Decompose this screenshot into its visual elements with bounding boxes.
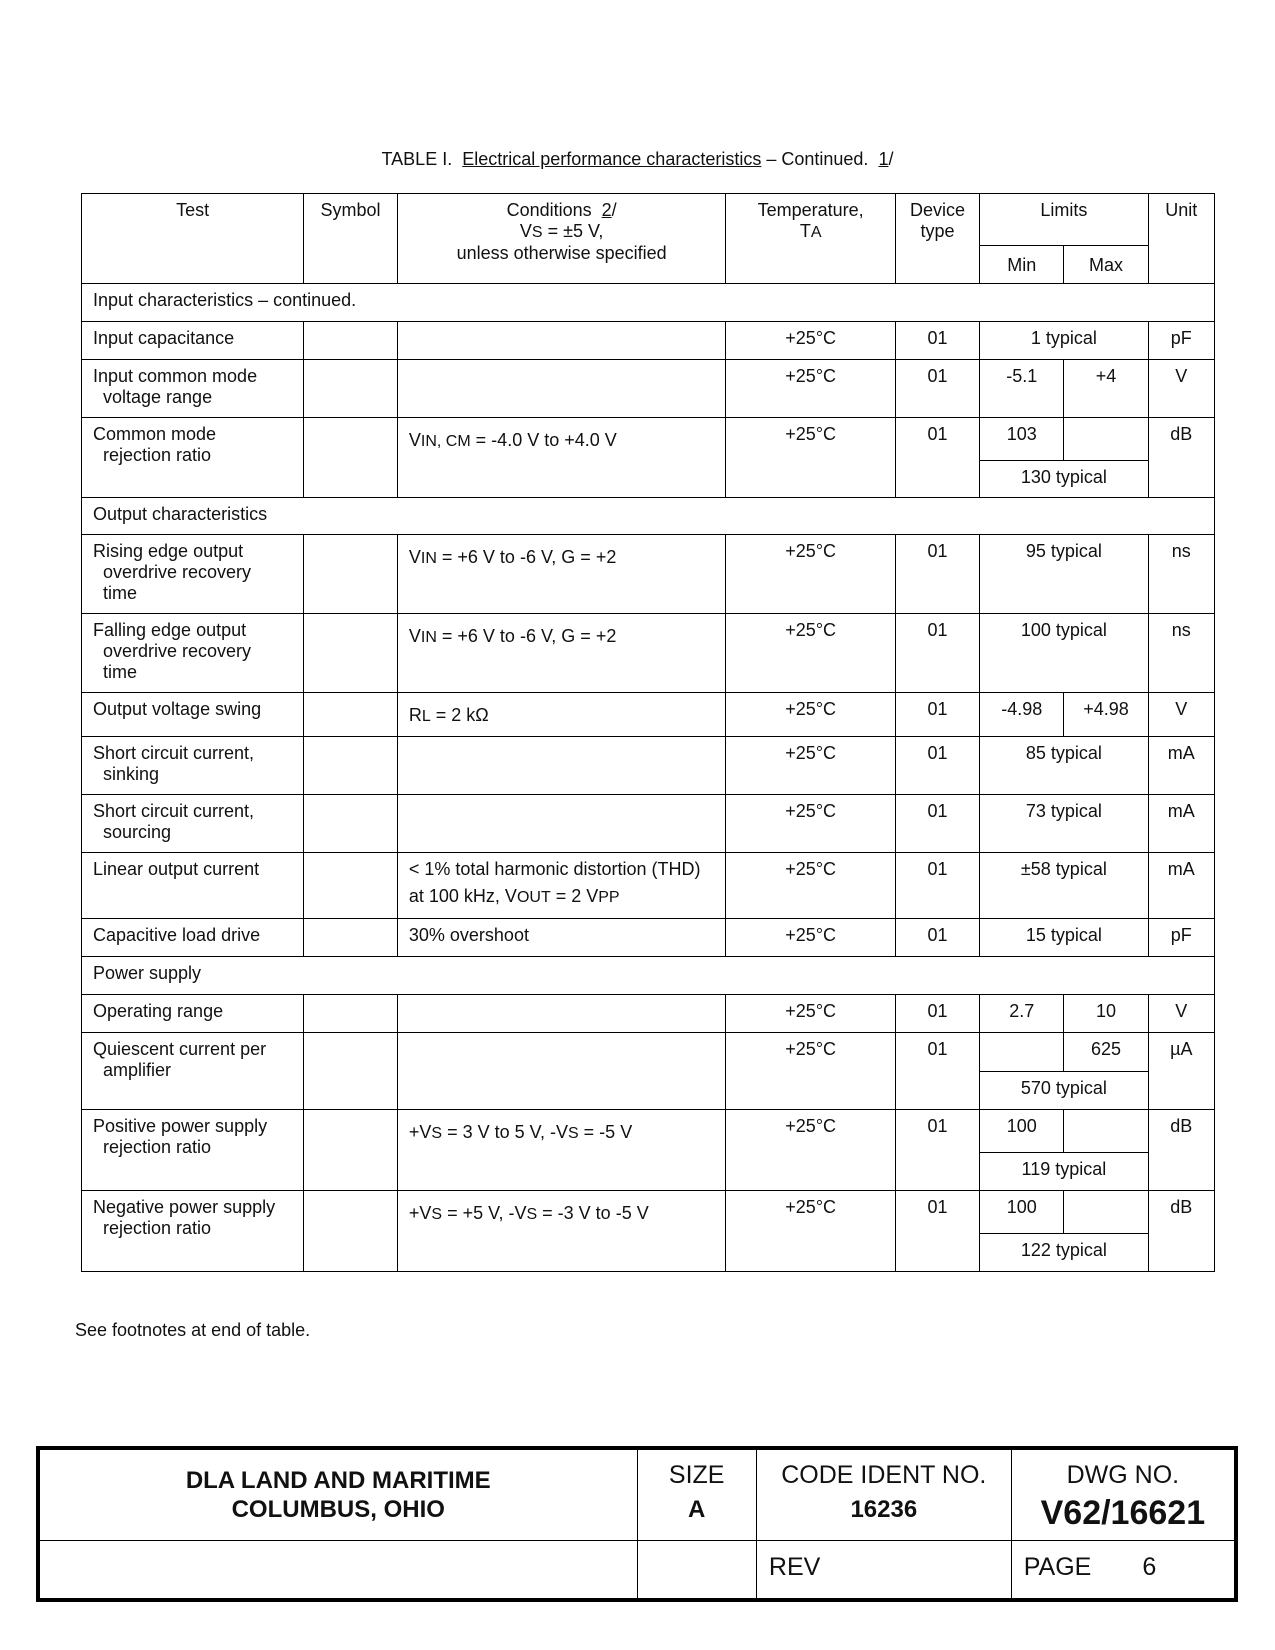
device-type-cell: 01 (895, 614, 979, 693)
min-cell: -5.1 (980, 360, 1064, 418)
device-type-cell: 01 (895, 737, 979, 795)
test-name: Operating range (82, 995, 304, 1033)
typical-cell: 130 typical (980, 461, 1148, 498)
table-row (82, 418, 1215, 461)
min-cell: 103 (980, 418, 1064, 461)
device-type-cell: 01 (895, 795, 979, 853)
max-cell (1064, 1191, 1148, 1234)
unit-cell: mA (1148, 737, 1214, 795)
test-name: Input capacitance (82, 322, 304, 360)
cond-mid: = 2 V (550, 886, 599, 906)
table-title-suffix: – Continued. (766, 149, 869, 169)
unit-cell: V (1148, 995, 1214, 1033)
cond-a: +V (408, 1203, 432, 1223)
device-type-cell: 01 (895, 535, 979, 614)
cond-v: V (408, 547, 421, 567)
org-line2: COLUMBUS, OHIO (231, 1496, 445, 1523)
max-cell: +4.98 (1064, 693, 1148, 737)
cond-rest: = +6 V to -6 V, G = +2 (436, 626, 617, 646)
dwg-no-cell (1011, 1448, 1236, 1540)
cond-v: V (408, 626, 421, 646)
size-label: SIZE (668, 1461, 725, 1489)
conditions-cell (397, 360, 726, 418)
cond-sub: IN (420, 550, 437, 567)
test-name-line1: Common mode (93, 424, 217, 444)
test-name-line3: time (103, 583, 138, 603)
section-power: Power supply (82, 957, 1215, 995)
cond-rest: = +6 V to -6 V, G = +2 (436, 547, 617, 567)
max-cell (1064, 1110, 1148, 1153)
test-name-line2: rejection ratio (103, 445, 212, 465)
symbol-cell (304, 693, 398, 737)
header-vs-rest: = ±5 V, (542, 221, 604, 241)
typical-cell: 570 typical (980, 1072, 1148, 1110)
header-symbol: Symbol (304, 194, 398, 284)
device-type-cell: 01 (895, 919, 979, 957)
test-name (82, 535, 304, 614)
cond-a-sub: S (431, 1125, 443, 1142)
cond-b: = +5 V, -V (442, 1203, 527, 1223)
header-conditions-label: Conditions (506, 200, 592, 220)
empty-cell (38, 1540, 637, 1600)
header-conditions-slash: / (611, 200, 617, 220)
limit-cell: 73 typical (980, 795, 1148, 853)
test-name-line2: sourcing (103, 822, 172, 842)
header-device-line1: Device (910, 200, 966, 220)
table-row (82, 1191, 1215, 1234)
table-title-main: Electrical performance characteristics (462, 149, 762, 169)
test-name-line1: Positive power supply (93, 1116, 268, 1136)
header-ta-sub: A (810, 224, 822, 241)
test-name-line2: sinking (103, 764, 160, 784)
unit-cell: pF (1148, 919, 1214, 957)
cond-b-sub: S (568, 1125, 579, 1142)
device-type-cell: 01 (895, 995, 979, 1033)
test-name (82, 795, 304, 853)
symbol-cell (304, 535, 398, 614)
limit-cell: 1 typical (980, 322, 1148, 360)
conditions-cell (397, 418, 726, 498)
limit-cell: 85 typical (980, 737, 1148, 795)
test-name (82, 1110, 304, 1191)
min-cell (980, 1033, 1064, 1072)
test-name-line1: Short circuit current, (93, 743, 255, 763)
header-temperature (726, 194, 896, 284)
header-unit: Unit (1148, 194, 1214, 284)
header-row (82, 194, 1215, 246)
conditions-cell (397, 737, 726, 795)
min-cell: -4.98 (980, 693, 1064, 737)
unit-cell: pF (1148, 322, 1214, 360)
symbol-cell (304, 919, 398, 957)
table-title (0, 149, 1275, 170)
conditions-cell (397, 853, 726, 919)
symbol-cell (304, 614, 398, 693)
header-conditions-line3: unless otherwise specified (456, 243, 667, 263)
device-type-cell: 01 (895, 1110, 979, 1191)
unit-cell: µA (1148, 1033, 1214, 1110)
cond-r: R (408, 705, 422, 725)
code-ident-cell (756, 1448, 1011, 1540)
test-name-line1: Falling edge output (93, 620, 247, 640)
test-name-line3: time (103, 662, 138, 682)
min-cell: 100 (980, 1110, 1064, 1153)
org-line1: DLA LAND AND MARITIME (185, 1467, 491, 1494)
page-label: PAGE (1023, 1552, 1092, 1581)
header-vs-v: V (519, 221, 532, 241)
cond-a: +V (408, 1122, 432, 1142)
symbol-cell (304, 360, 398, 418)
title-block (36, 1446, 1238, 1602)
conditions-cell (397, 1033, 726, 1110)
dwg-no-value: V62/16621 (1040, 1494, 1206, 1532)
symbol-cell (304, 1110, 398, 1191)
test-name-line2: rejection ratio (103, 1218, 212, 1238)
temperature-cell: +25°C (726, 418, 896, 498)
symbol-cell (304, 737, 398, 795)
unit-cell: dB (1148, 1110, 1214, 1191)
limit-cell: 100 typical (980, 614, 1148, 693)
header-limits: Limits (980, 194, 1148, 246)
table-row (82, 919, 1215, 957)
conditions-cell (397, 995, 726, 1033)
min-cell: 2.7 (980, 995, 1064, 1033)
header-test: Test (82, 194, 304, 284)
temperature-cell: +25°C (726, 535, 896, 614)
title-block-row-2 (38, 1540, 1236, 1600)
device-type-cell: 01 (895, 418, 979, 498)
cond-v: V (408, 430, 421, 450)
device-type-cell: 01 (895, 322, 979, 360)
test-name (82, 360, 304, 418)
test-name-line1: Negative power supply (93, 1197, 276, 1217)
test-name: Capacitive load drive (82, 919, 304, 957)
cond-sub: OUT (516, 889, 551, 906)
limit-cell: ±58 typical (980, 853, 1148, 919)
table-title-footnote-ref: 1 (878, 149, 889, 169)
test-name: Linear output current (82, 853, 304, 919)
cond-rest: = 2 kΩ (430, 705, 489, 725)
device-type-cell: 01 (895, 693, 979, 737)
section-row-output (82, 498, 1215, 535)
cond-sub: IN (420, 629, 437, 646)
test-name-line2: rejection ratio (103, 1137, 212, 1157)
temperature-cell: +25°C (726, 1191, 896, 1272)
test-name-line2: voltage range (103, 387, 213, 407)
table-row (82, 737, 1215, 795)
unit-cell: ns (1148, 614, 1214, 693)
min-cell: 100 (980, 1191, 1064, 1234)
cond-c: = -3 V to -5 V (537, 1203, 649, 1223)
temperature-cell: +25°C (726, 853, 896, 919)
empty-cell (637, 1540, 756, 1600)
temperature-cell: +25°C (726, 360, 896, 418)
unit-cell: mA (1148, 853, 1214, 919)
test-name-line2: amplifier (103, 1060, 172, 1080)
table-row (82, 1110, 1215, 1153)
header-max: Max (1064, 246, 1148, 284)
symbol-cell (304, 1033, 398, 1110)
footnote-text: See footnotes at end of table. (75, 1320, 311, 1340)
org-name (38, 1448, 637, 1540)
section-input-continued: Input characteristics – continued. (82, 284, 1215, 322)
section-output: Output characteristics (82, 498, 1215, 535)
cond-b: = 3 V to 5 V, -V (442, 1122, 568, 1142)
header-temperature-label: Temperature, (757, 200, 864, 220)
test-name-line1: Short circuit current, (93, 801, 255, 821)
conditions-cell: 30% overshoot (397, 919, 726, 957)
code-ident-value: 16236 (850, 1496, 918, 1523)
dwg-no-label: DWG NO. (1066, 1461, 1180, 1489)
conditions-cell (397, 1110, 726, 1191)
rev-label: REV (768, 1552, 821, 1581)
page-cell (1011, 1540, 1236, 1600)
cond-sub2: PP (598, 889, 620, 906)
limit-cell: 15 typical (980, 919, 1148, 957)
unit-cell: mA (1148, 795, 1214, 853)
test-name-line1: Rising edge output (93, 541, 244, 561)
table-row (82, 795, 1215, 853)
test-name-line2: overdrive recovery (103, 641, 252, 661)
conditions-cell (397, 1191, 726, 1272)
table-row (82, 693, 1215, 737)
device-type-cell: 01 (895, 1033, 979, 1110)
device-type-cell: 01 (895, 1191, 979, 1272)
device-type-cell: 01 (895, 853, 979, 919)
section-row-input (82, 284, 1215, 322)
symbol-cell (304, 795, 398, 853)
cond-pre: at 100 kHz, V (408, 886, 517, 906)
page-number: 6 (1142, 1552, 1157, 1581)
device-type-cell: 01 (895, 360, 979, 418)
table-row (82, 535, 1215, 614)
temperature-cell: +25°C (726, 693, 896, 737)
max-cell: +4 (1064, 360, 1148, 418)
table-row (82, 853, 1215, 919)
electrical-characteristics-table (81, 193, 1215, 1272)
header-device-type (895, 194, 979, 284)
temperature-cell: +25°C (726, 795, 896, 853)
table-row (82, 614, 1215, 693)
conditions-cell (397, 322, 726, 360)
section-row-power (82, 957, 1215, 995)
cond-rest: = -4.0 V to +4.0 V (470, 430, 617, 450)
unit-cell: V (1148, 693, 1214, 737)
test-name (82, 418, 304, 498)
header-min: Min (980, 246, 1064, 284)
size-cell (637, 1448, 756, 1540)
cond-b-sub: S (526, 1206, 538, 1223)
cond-c: = -5 V (578, 1122, 633, 1142)
table-row (82, 322, 1215, 360)
conditions-cell (397, 693, 726, 737)
unit-cell: V (1148, 360, 1214, 418)
size-value: A (688, 1496, 706, 1523)
code-ident-label: CODE IDENT NO. (781, 1461, 987, 1489)
header-ta-t: T (799, 221, 811, 241)
symbol-cell (304, 322, 398, 360)
test-name (82, 737, 304, 795)
cond-line1: < 1% total harmonic distortion (THD) (408, 859, 701, 879)
max-cell (1064, 418, 1148, 461)
header-conditions-note: 2 (601, 200, 612, 220)
max-cell: 625 (1064, 1033, 1148, 1072)
unit-cell: dB (1148, 1191, 1214, 1272)
cond-sub: IN, CM (420, 433, 471, 450)
test-name (82, 1191, 304, 1272)
symbol-cell (304, 995, 398, 1033)
cond-sub: L (421, 708, 431, 725)
conditions-cell (397, 795, 726, 853)
table-title-prefix: TABLE I. (381, 149, 453, 169)
table-title-footnote-slash: / (888, 149, 894, 169)
temperature-cell: +25°C (726, 322, 896, 360)
temperature-cell: +25°C (726, 919, 896, 957)
header-conditions (397, 194, 726, 284)
test-name-line1: Input common mode (93, 366, 258, 386)
typical-cell: 122 typical (980, 1234, 1148, 1272)
symbol-cell (304, 418, 398, 498)
conditions-cell (397, 535, 726, 614)
table-row (82, 360, 1215, 418)
cond-a-sub: S (431, 1206, 443, 1223)
test-name (82, 1033, 304, 1110)
unit-cell: ns (1148, 535, 1214, 614)
table-row (82, 1033, 1215, 1072)
symbol-cell (304, 853, 398, 919)
temperature-cell: +25°C (726, 995, 896, 1033)
limit-cell: 95 typical (980, 535, 1148, 614)
header-device-line2: type (920, 221, 955, 241)
temperature-cell: +25°C (726, 1033, 896, 1110)
test-name (82, 614, 304, 693)
temperature-cell: +25°C (726, 737, 896, 795)
max-cell: 10 (1064, 995, 1148, 1033)
temperature-cell: +25°C (726, 614, 896, 693)
conditions-cell (397, 614, 726, 693)
test-name: Output voltage swing (82, 693, 304, 737)
typical-cell: 119 typical (980, 1153, 1148, 1191)
table-row (82, 995, 1215, 1033)
symbol-cell (304, 1191, 398, 1272)
header-vs-sub: S (531, 224, 543, 241)
title-block-row-1 (38, 1448, 1236, 1540)
temperature-cell: +25°C (726, 1110, 896, 1191)
test-name-line2: overdrive recovery (103, 562, 252, 582)
rev-cell (756, 1540, 1011, 1600)
test-name-line1: Quiescent current per (93, 1039, 267, 1059)
unit-cell: dB (1148, 418, 1214, 498)
